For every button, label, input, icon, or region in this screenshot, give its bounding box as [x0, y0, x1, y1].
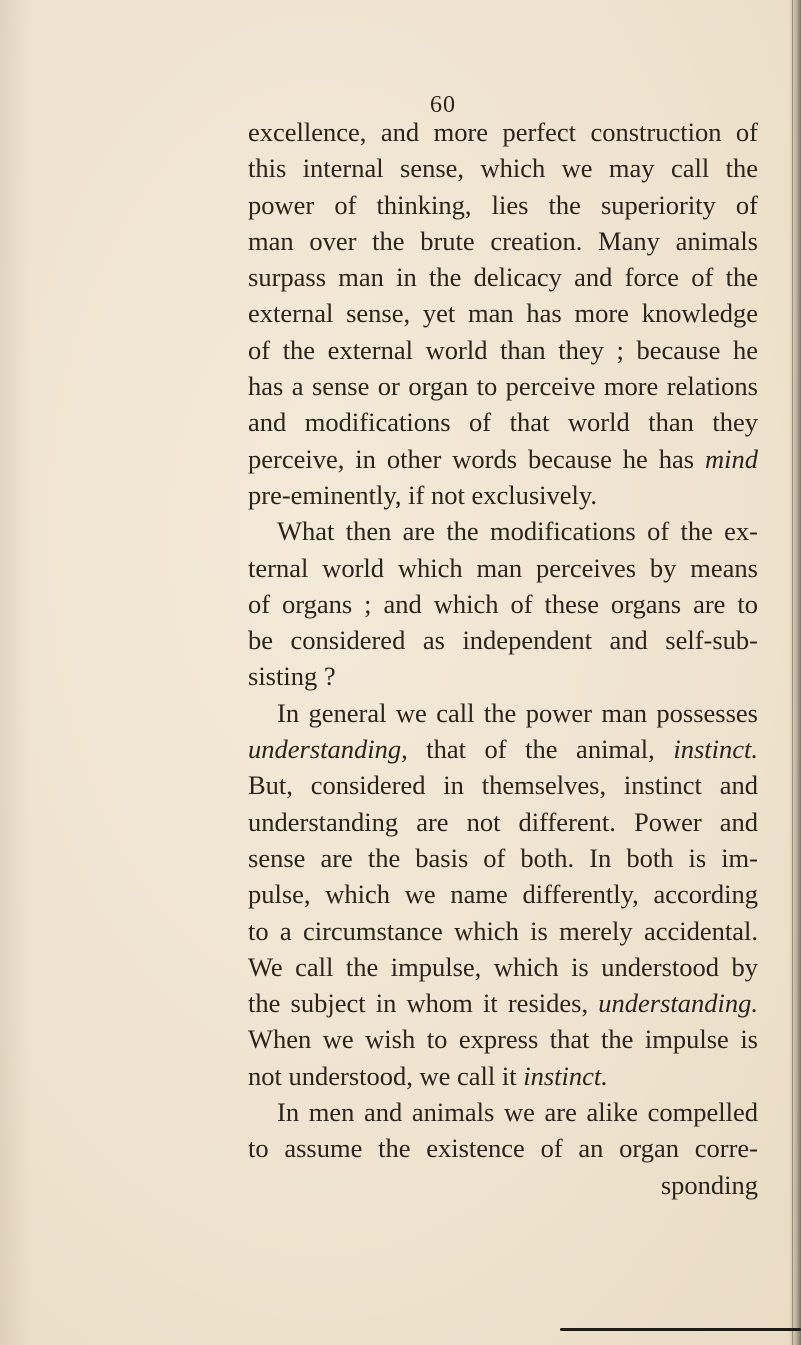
text-line: to assume the existence of an organ corre-	[248, 1133, 758, 1164]
text-line: power of thinking, lies the superiority of	[248, 189, 758, 220]
page-bottom-edge	[560, 1328, 801, 1331]
italic-word: mind	[705, 443, 758, 474]
text-line: ternal world which man perceives by means	[248, 552, 758, 583]
text-line: But, considered in themselves, instinct and	[248, 770, 758, 801]
text-segment: the subject in whom it resides,	[248, 988, 599, 1019]
text-line: has a sense or organ to perceive more relations	[248, 371, 758, 402]
text-line: surpass man in the delicacy and force of the	[248, 262, 758, 293]
text-line: pre-eminently, if not exclusively.	[248, 479, 598, 510]
italic-word: instinct.	[673, 734, 758, 765]
text-line: sense are the basis of both. In both is im-	[248, 842, 758, 873]
text-line: and modifications of that world than they	[248, 407, 758, 438]
text-line: When we wish to express that the impulse is	[248, 1024, 758, 1055]
italic-word: instinct.	[523, 1060, 608, 1091]
text-segment: not understood, we call it	[248, 1060, 524, 1091]
text-line	[248, 1058, 758, 1094]
text-line: sisting ?	[248, 661, 336, 692]
text-line: of organs ; and which of these organs are to	[248, 588, 758, 619]
text-line: What then are the modifications of the ex-	[277, 516, 758, 547]
text-line: to a circumstance which is merely accidental.	[248, 915, 758, 946]
text-line	[248, 731, 758, 767]
page-number: 60	[430, 92, 456, 118]
text-line: be considered as independent and self-sub-	[248, 625, 758, 656]
text-line: external sense, yet man has more knowledge	[248, 298, 758, 329]
page-left-shading	[0, 0, 30, 1345]
page-edge-shadow	[789, 0, 801, 1345]
italic-word: understanding,	[248, 734, 408, 765]
text-line: In general we call the power man possesses	[277, 697, 758, 728]
text-line: We call the impulse, which is understood by	[248, 951, 758, 982]
text-line: understanding are not different. Power and	[248, 806, 758, 837]
text-segment: perceive, in other words because he has	[248, 443, 705, 474]
body-text	[248, 114, 758, 1203]
text-line: pulse, which we name differently, according	[248, 879, 758, 910]
text-line: In men and animals we are alike compelled	[277, 1097, 758, 1128]
text-line: sponding	[660, 1169, 758, 1200]
text-line: man over the brute creation. Many animals	[248, 225, 758, 256]
text-line: this internal sense, which we may call the	[248, 153, 758, 184]
text-line	[248, 985, 758, 1021]
page-edge-line	[792, 0, 793, 1345]
text-line	[248, 441, 758, 477]
italic-word: understanding.	[598, 988, 758, 1019]
text-line: excellence, and more perfect construction of	[248, 117, 758, 147]
text-line: of the external world than they ; because he	[248, 334, 758, 365]
text-segment: that of the animal,	[407, 734, 674, 765]
